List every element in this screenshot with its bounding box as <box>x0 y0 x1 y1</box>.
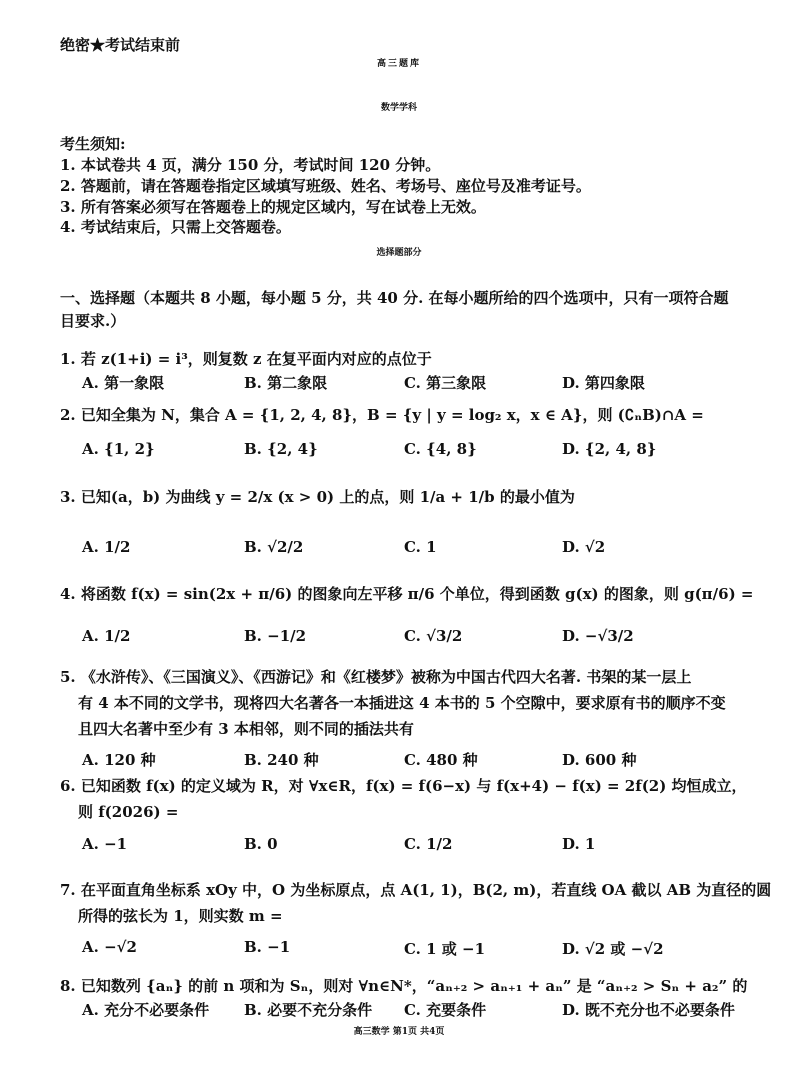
part-intro-line: 目要求.） <box>60 312 126 330</box>
question-4-option-d: D. −√3/2 <box>562 627 634 645</box>
question-5-option-a: A. 120 种 <box>82 751 156 769</box>
question-8-option-c: C. 充要条件 <box>404 1001 487 1019</box>
question-6-option-c: C. 1/2 <box>404 835 453 853</box>
notice-item: 3. 所有答案必须写在答题卷上的规定区域内，写在试卷上无效。 <box>60 198 486 216</box>
question-6-stem: 则 f(2026) = <box>78 803 179 821</box>
question-2-stem: 2. 已知全集为 N，集合 A = {1, 2, 4, 8}，B = {y | y = log₂ x，x ∈ A}，则 (∁ₙB)∩A = <box>60 406 704 424</box>
question-3-option-c: C. 1 <box>404 538 437 556</box>
confidential-label: 绝密★考试结束前 <box>60 36 181 54</box>
question-6-option-b: B. 0 <box>244 835 278 853</box>
part-intro-line: 一、选择题（本题共 8 小题，每小题 5 分，共 40 分. 在每小题所给的四个选项中，只有一项符合题 <box>60 289 729 307</box>
question-4-option-a: A. 1/2 <box>82 627 131 645</box>
question-3-option-d: D. √2 <box>562 538 606 556</box>
question-2-option-d: D. {2, 4, 8} <box>562 440 657 458</box>
question-8-option-a: A. 充分不必要条件 <box>82 1001 210 1019</box>
question-2-option-c: C. {4, 8} <box>404 440 477 458</box>
notice-item: 1. 本试卷共 4 页，满分 150 分，考试时间 120 分钟。 <box>60 156 441 174</box>
question-4-option-c: C. √3/2 <box>404 627 463 645</box>
question-7-option-b: B. −1 <box>244 938 291 956</box>
question-3-stem: 3. 已知(a，b) 为曲线 y = 2/x (x > 0) 上的点，则 1/a + 1/b 的最小值为 <box>60 488 575 506</box>
question-7-option-d: D. √2 或 −√2 <box>562 940 664 958</box>
question-6-option-d: D. 1 <box>562 835 596 853</box>
notice-heading: 考生须知: <box>60 135 126 153</box>
question-1-option-b: B. 第二象限 <box>244 374 328 392</box>
question-5-stem: 5. 《水浒传》、《三国演义》、《西游记》和《红楼梦》被称为中国古代四大名著. 书架的某一层上 <box>60 668 692 686</box>
question-1-option-d: D. 第四象限 <box>562 374 645 392</box>
question-7-stem: 7. 在平面直角坐标系 xOy 中，O 为坐标原点，点 A(1, 1)，B(2, m)，若直线 OA 截以 AB 为直径的圆 <box>60 881 772 899</box>
question-5-option-b: B. 240 种 <box>244 751 319 769</box>
question-8-option-b: B. 必要不充分条件 <box>244 1001 373 1019</box>
question-1-option-a: A. 第一象限 <box>82 374 165 392</box>
question-6-option-a: A. −1 <box>82 835 128 853</box>
question-2-option-b: B. {2, 4} <box>244 440 318 458</box>
question-5-stem: 且四大名著中至少有 3 本相邻，则不同的插法共有 <box>78 720 414 738</box>
question-4-stem: 4. 将函数 f(x) = sin(2x + π/6) 的图象向左平移 π/6 个单位，得到函数 g(x) 的图象，则 g(π/6) = <box>60 585 754 603</box>
exam-title: 高三题库 <box>376 59 421 69</box>
question-5-option-d: D. 600 种 <box>562 751 637 769</box>
question-3-option-a: A. 1/2 <box>82 538 131 556</box>
question-6-stem: 6. 已知函数 f(x) 的定义域为 R，对 ∀x∈R，f(x) = f(6−x) 与 f(x+4) − f(x) = 2f(2) 均恒成立， <box>60 777 747 795</box>
question-5-option-c: C. 480 种 <box>404 751 478 769</box>
question-5-stem: 有 4 本不同的文学书，现将四大名著各一本插进这 4 本书的 5 个空隙中，要求原有书的顺序不变 <box>78 694 726 712</box>
question-1-stem: 1. 若 z(1+i) = i³，则复数 z 在复平面内对应的点位于 <box>60 350 432 368</box>
question-2-option-a: A. {1, 2} <box>82 440 155 458</box>
notice-item: 4. 考试结束后，只需上交答题卷。 <box>60 218 291 236</box>
question-8-stem: 8. 已知数列 {aₙ} 的前 n 项和为 Sₙ，则对 ∀n∈N*，“aₙ₊₂ > aₙ₊₁ + aₙ” 是 “aₙ₊₂ > Sₙ + a₂” 的 <box>60 977 748 995</box>
section-title: 选择题部分 <box>376 248 422 258</box>
notice-item: 2. 答题前，请在答题卷指定区域填写班级、姓名、考场号、座位号及准考证号。 <box>60 177 591 195</box>
question-7-stem: 所得的弦长为 1，则实数 m = <box>78 907 283 925</box>
question-3-option-b: B. √2/2 <box>244 538 304 556</box>
question-8-option-d: D. 既不充分也不必要条件 <box>562 1001 735 1019</box>
question-1-option-c: C. 第三象限 <box>404 374 487 392</box>
page-footer: 高三数学 第1页 共4页 <box>353 1027 445 1037</box>
question-7-option-c: C. 1 或 −1 <box>404 940 486 958</box>
question-4-option-b: B. −1/2 <box>244 627 307 645</box>
question-7-option-a: A. −√2 <box>82 938 137 956</box>
exam-subject: 数学学科 <box>380 103 417 113</box>
